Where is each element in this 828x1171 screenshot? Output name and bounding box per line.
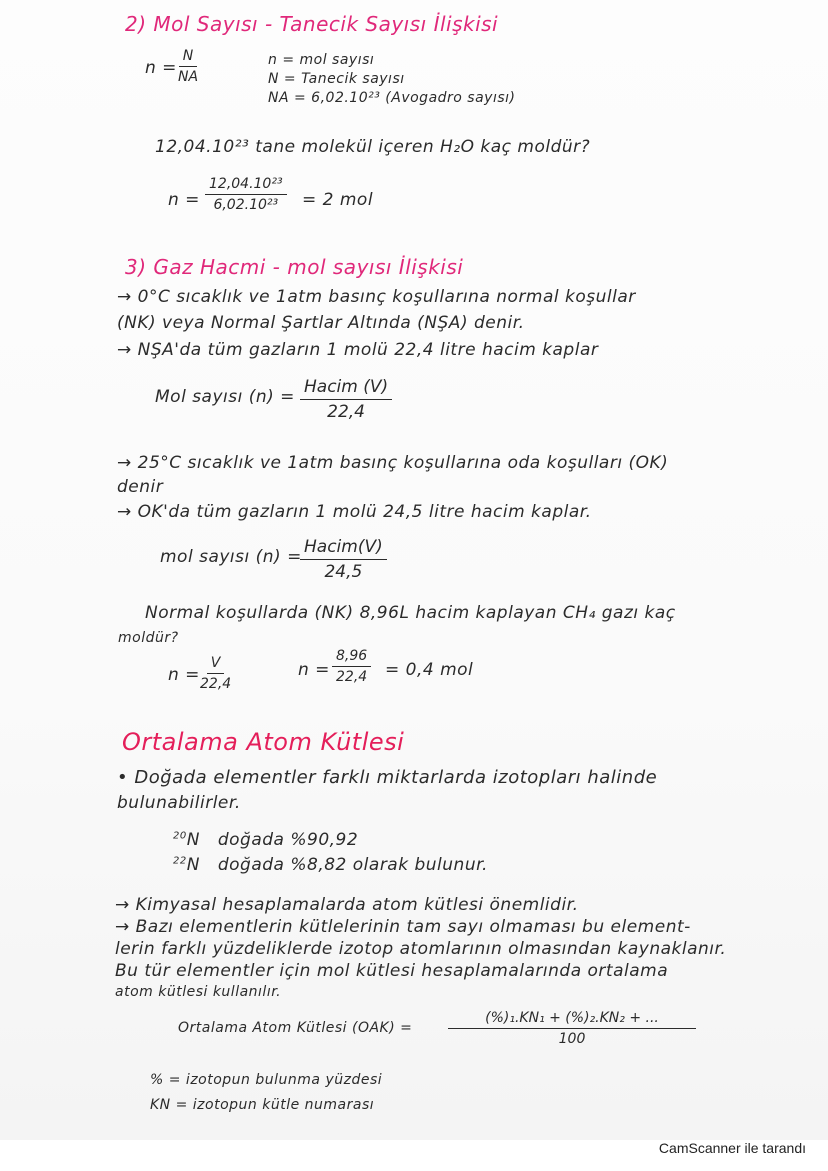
formula2-lhs: mol sayısı (n) = xyxy=(160,547,302,567)
note-line: → Bazı elementlerin kütlelerinin tam sayı olmaması bu element- xyxy=(115,917,691,937)
camscanner-watermark: CamScanner ile tarandı xyxy=(658,1140,806,1156)
legend-line: % = izotopun bulunma yüzdesi xyxy=(150,1072,383,1088)
definition: NA = 6,02.10²³ (Avogadro sayısı) xyxy=(268,90,516,106)
formula-fraction: $\frac{N}{NA}$ xyxy=(178,48,199,85)
isotope-line: $^{20}$N doğada %90,92 xyxy=(173,830,359,850)
section4-title: Ortalama Atom Kütlesi xyxy=(122,728,405,756)
formula2-fraction: Hacim(V) 24,5 xyxy=(300,537,387,582)
solution-a-lhs: n = xyxy=(168,665,200,685)
solution-lhs: n = xyxy=(168,190,200,210)
definition: N = Tanecik sayısı xyxy=(268,71,405,87)
formula-lhs: n = xyxy=(145,58,177,78)
question-line: moldür? xyxy=(118,630,179,646)
note-line: lerin farklı yüzdeliklerde izotop atomlarının olmasından kaynaklanır. xyxy=(115,939,727,959)
formula1-fraction: Hacim (V) 22,4 xyxy=(300,377,392,422)
solution-b-lhs: n = xyxy=(298,660,330,680)
solution-fraction: $\frac{\text{12,04.10²³}}{\text{6,02.10²³}}$ xyxy=(205,176,287,213)
solution-a-fraction: $\frac{V}{22,4}$ xyxy=(200,655,232,692)
oak-formula-lhs: Ortalama Atom Kütlesi (OAK) = xyxy=(178,1020,413,1036)
question-line: Normal koşullarda (NK) 8,96L hacim kaplayan CH₄ gazı kaç xyxy=(145,603,676,623)
note-line: → Kimyasal hesaplamalarda atom kütlesi önemlidir. xyxy=(115,895,579,915)
solution-result: = 2 mol xyxy=(302,190,374,210)
note-line: Bu tür elementler için mol kütlesi hesaplamalarında ortalama xyxy=(115,961,669,981)
note-line: atom kütlesi kullanılır. xyxy=(115,984,282,1000)
solution-b-result: = 0,4 mol xyxy=(385,660,474,680)
text-line: (NK) veya Normal Şartlar Altında (NŞA) denir. xyxy=(117,313,525,333)
text-line: denir xyxy=(117,477,164,497)
section2-title: 2) Mol Sayısı - Tanecik Sayısı İlişkisi xyxy=(125,12,499,36)
intro-line: bulunabilirler. xyxy=(117,793,241,813)
oak-formula-fraction: $\frac{\text{(\%)₁.KN₁ + (\%)₂.KN₂ + ...}}{100}$ xyxy=(452,1010,692,1047)
question: 12,04.10²³ tane molekül içeren H₂O kaç moldür? xyxy=(155,137,591,157)
definition: n = mol sayısı xyxy=(268,52,375,68)
text-line: → OK'da tüm gazların 1 molü 24,5 litre hacim kaplar. xyxy=(117,502,592,522)
intro-line: • Doğada elementler farklı miktarlarda izotopları halinde xyxy=(117,767,658,788)
section3-title: 3) Gaz Hacmi - mol sayısı İlişkisi xyxy=(125,255,464,279)
text-line: → NŞA'da tüm gazların 1 molü 22,4 litre hacim kaplar xyxy=(117,340,599,360)
isotope-line: $^{22}$N doğada %8,82 olarak bulunur. xyxy=(173,855,488,875)
text-line: → 0°C sıcaklık ve 1atm basınç koşullarına normal koşullar xyxy=(117,287,636,307)
legend-line: KN = izotopun kütle numarası xyxy=(150,1097,375,1113)
formula1-lhs: Mol sayısı (n) = xyxy=(155,387,295,407)
text-line: → 25°C sıcaklık ve 1atm basınç koşullarına oda koşulları (OK) xyxy=(117,453,669,473)
solution-b-fraction: $\frac{8,96}{22,4}$ xyxy=(332,648,371,685)
